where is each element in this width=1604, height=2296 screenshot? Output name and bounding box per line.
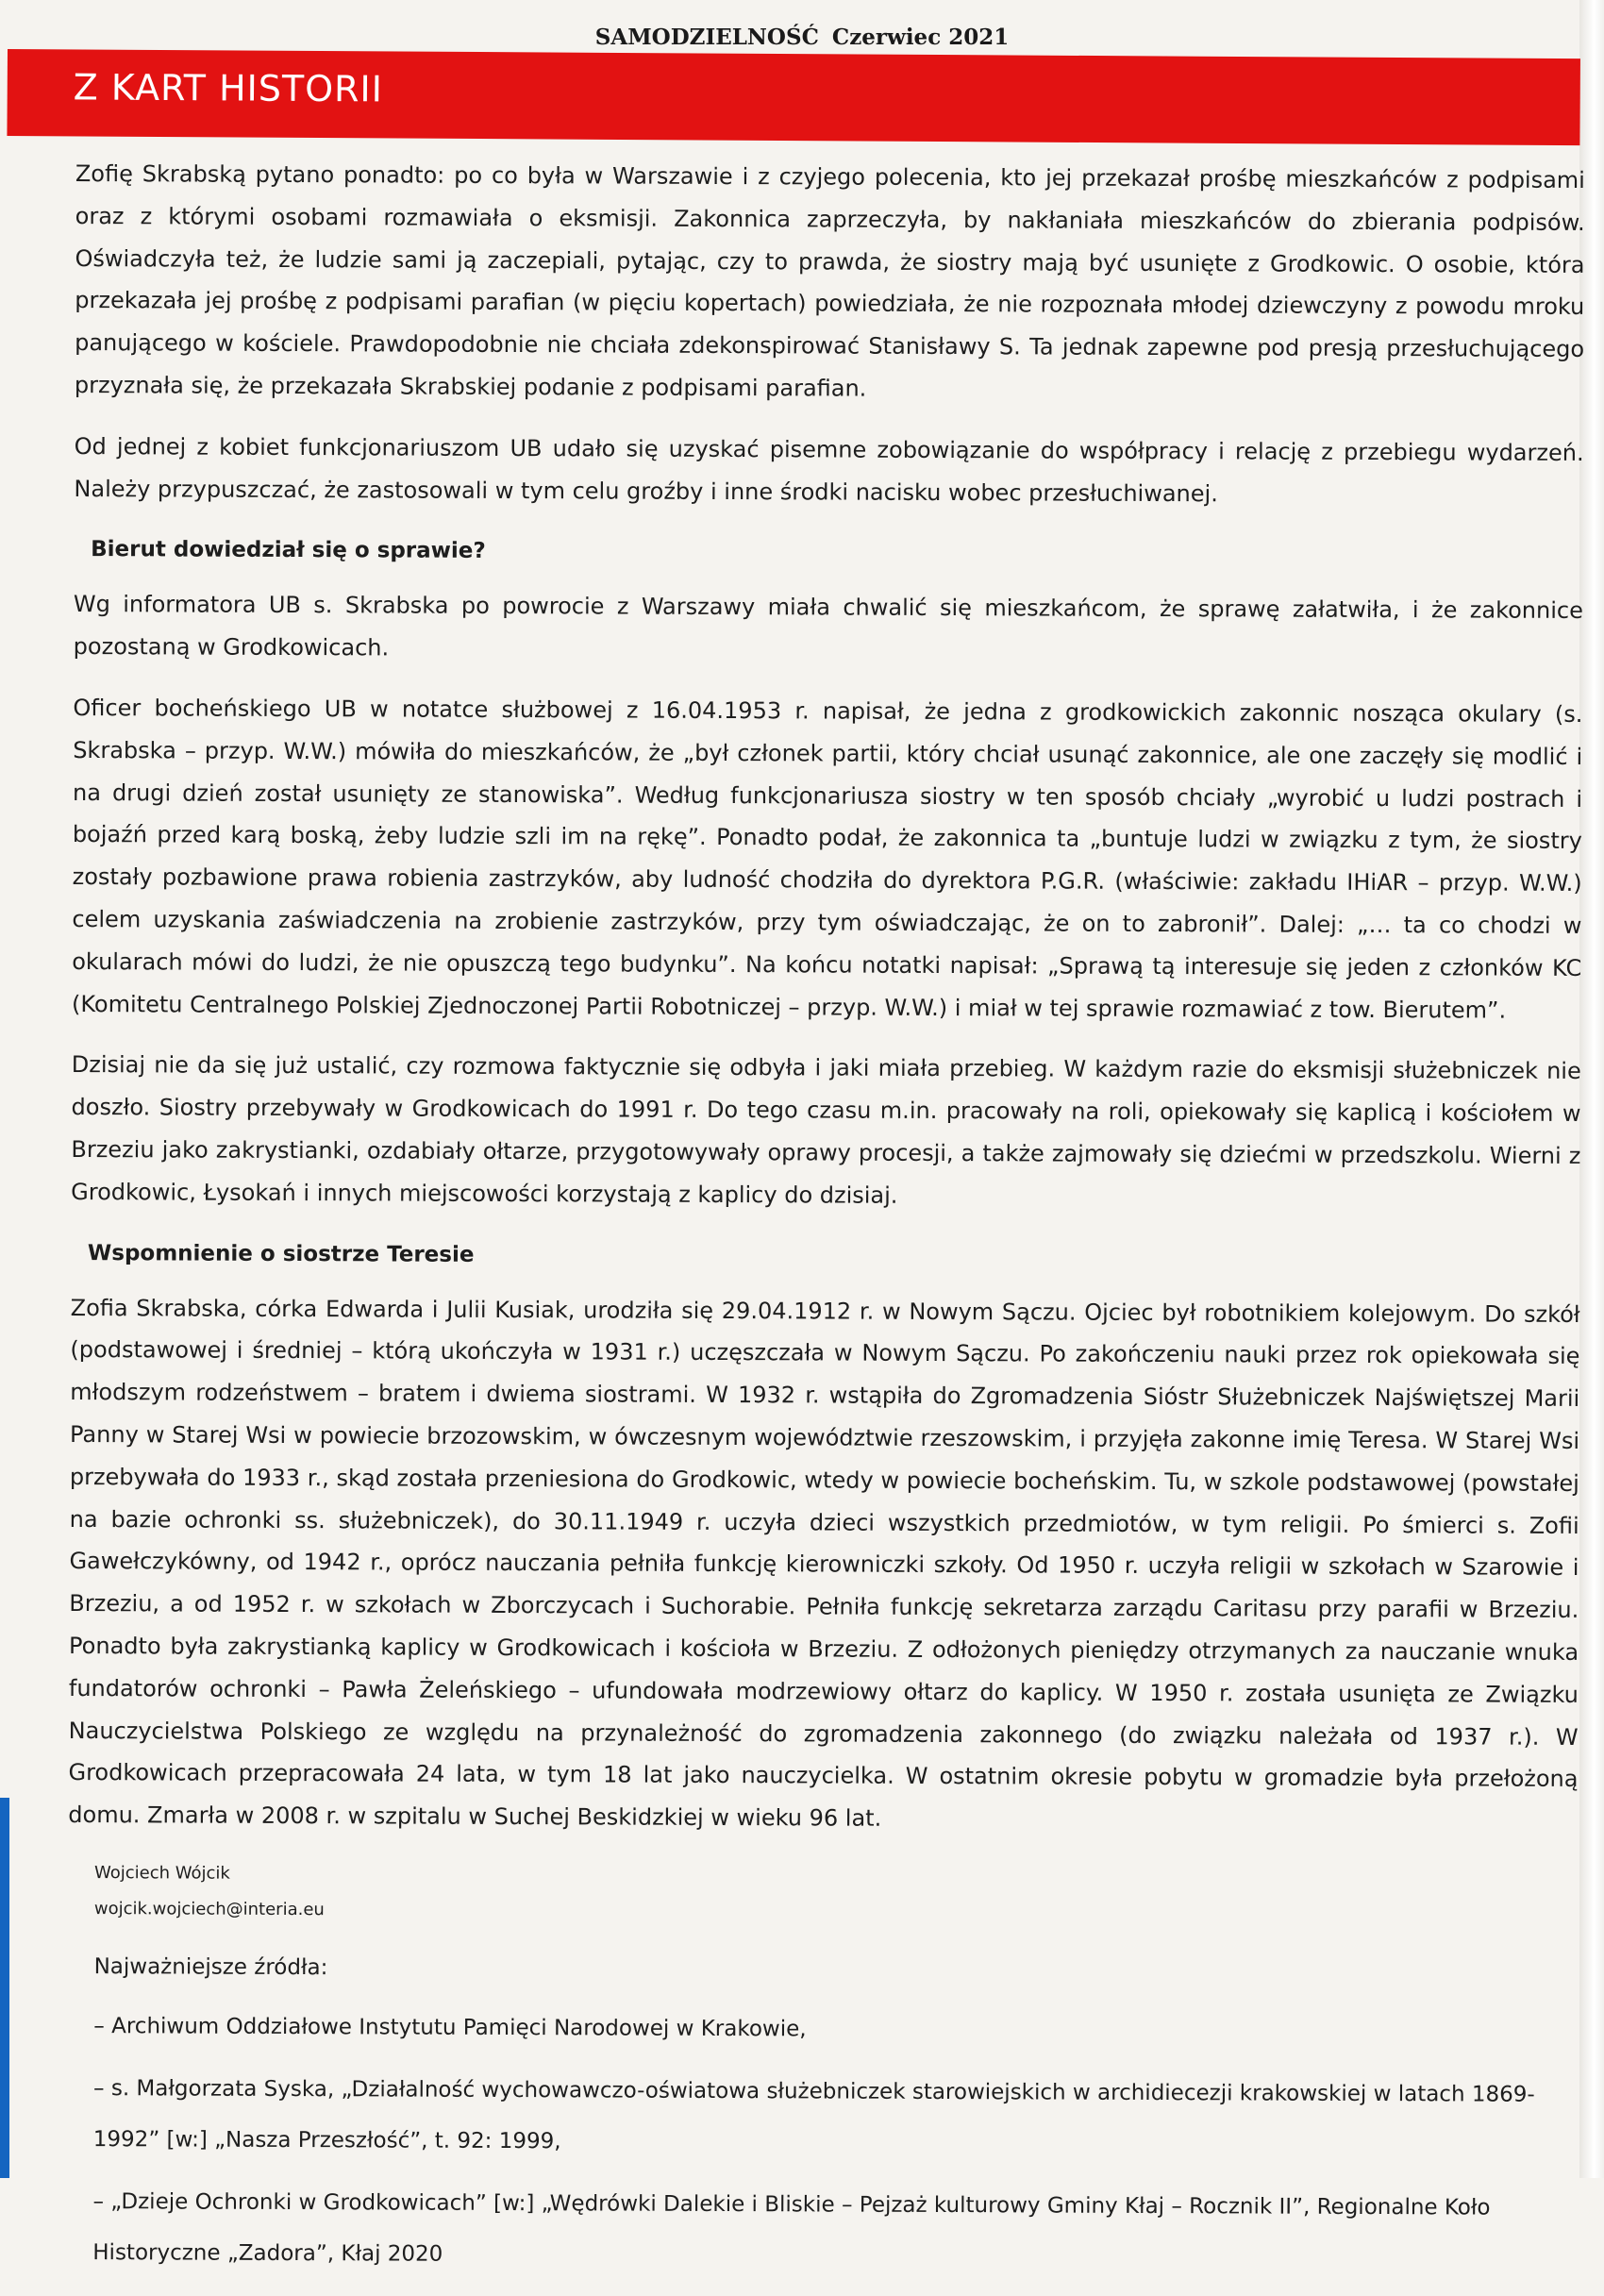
paragraph: Zofię Skrabską pytano ponadto: po co była w Warszawie i z czyjego polecenia, kto jej przekazał prośbę mieszkańców z podpisami oraz z którymi osobami rozmawiała o eksmisji. Zakonnica zaprzeczyła, by nakłaniała mieszkańców do zbierania podpisów. Oświadczyła też, że ludzie sami ją zaczepiali, pytając, czy to prawda, że siostry mają być usunięte z Grodkowic. O osobie, która przekazała jej prośbę z podpisami parafian (w pięciu kopertach) powiedziała, że nie rozpoznała młodej dziewczyny z powodu mroku panującego w kościele. Prawdopodobnie nie chciała zdekonspirować Stanisławy S. Ta jednak zapewne pod presją przesłuchującego przyznała się, że przekazała Skrabskiej podanie z podpisami parafian. (74, 159, 1585, 402)
page-header (0, 25, 1604, 50)
subheading: Bierut dowiedział się o sprawie? (91, 537, 486, 564)
subheading: Wspomnienie o siostrze Teresie (87, 1240, 475, 1267)
sources-heading: Najważniejsze źródła: (93, 1953, 328, 1981)
paragraph: Od jednej z kobiet funkcjonariuszom UB udało się uzyskać pisemne zobowiązanie do współpracy i relację z przebiegu wydarzeń. Należy przypuszczać, że zastosowali w tym celu groźby i inne środki nacisku wobec przesłuchiwanej. (74, 432, 1584, 507)
paragraph: Oficer bocheńskiego UB w notatce służbowej z 16.04.1953 r. napisał, że jedna z grodkowickich zakonnic nosząca okulary (s. Skrabska – przyp. W.W.) mówiła do mieszkańców, że „był członek partii, który chciał usunąć zakonnice, ale one zaczęły się modlić i na drugi dzień został usunięty ze stanowiska”. Według funkcjonariusza siostry w ten sposób chciały „wyrobić u ludzi postrach i bojaźń przed karą boską, żeby ludzie szli im na rękę”. Ponadto podał, że zakonnica ta „buntuje ludzi w związku z tym, że siostry zostały pozbawione prawa robienia zastrzyków, aby ludność chodziła do dyrektora P.G.R. (właściwie: zakładu IHiAR – przyp. W.W.) celem uzyskania zaświadczenia na zrobienie zastrzyków, przy tym oświadczając, że on to zabronił”. Dalej: „… ta co chodzi w okularach mówi do ludzi, że nie opuszczą tego budynku”. Na końcu notatki napisał: „Sprawą tą interesuje się jeden z członków KC (Komitetu Centralnego Polskiej Zjednoczonej Partii Robotniczej – przyp. W.W.) i miał w tej sprawie rozmawiać z tow. Bierutem”. (72, 694, 1583, 1024)
author-name: Wojciech Wójcik (94, 1862, 230, 1884)
paragraph: Dzisiaj nie da się już ustalić, czy rozmowa faktycznie się odbyła i jaki miała przebieg. W każdym razie do eksmisji służebniczek nie doszło. Siostry przebywały w Grodkowicach do 1991 r. Do tego czasu m.in. pracowały na roli, opiekowały się kaplicą i kościołem w Brzeziu jako zakrystianki, ozdabiały ołtarze, przygotowywały oprawy procesji, a także zajmowały się dziećmi w przedszkolu. Wierni z Grodkowic, Łysokań i innych miejscowości korzystają z kaplicy do dzisiaj. (71, 1051, 1581, 1209)
source-item: – s. Małgorzata Syska, „Działalność wychowawczo-oświatowa służebniczek starowiejskich w archidiecezji krakowskiej w latach 1869-1992” [w:] „Nasza Przeszłość”, t. 92: 1999, (92, 2075, 1535, 2154)
section-title: Z KART HISTORII (73, 66, 384, 110)
author-email: wojcik.wojciech@interia.eu (93, 1898, 325, 1920)
publication-name: SAMODZIELNOŚĆ (594, 25, 819, 50)
paragraph: Wg informatora UB s. Skrabska po powrocie z Warszawy miała chwalić się mieszkańcom, że sprawę załatwiła, i że zakonnice pozostaną w Grodkowicach. (73, 591, 1583, 662)
source-item: – Archiwum Oddziałowe Instytutu Pamięci Narodowej w Krakowie, (93, 2013, 807, 2042)
article-body (66, 153, 1585, 2296)
author-block (94, 1855, 1578, 1934)
section-banner (7, 49, 1580, 145)
paragraph: Zofia Skrabska, córka Edwarda i Julii Kusiak, urodziła się 29.04.1912 r. w Nowym Sączu. Ojciec był robotnikiem kolejowym. Do szkół (podstawowej i średniej – którą ukończyła w 1931 r.) uczęszczała w Nowym Sączu. Po zakończeniu nauki przez rok opiekowała się młodszym rodzeństwem – bratem i dwiema siostrami. W 1932 r. wstąpiła do Zgromadzenia Sióstr Służebniczek Najświętszej Marii Panny w Starej Wsi w powiecie brzozowskim, w ówczesnym województwie rzeszowskim, i przyjęła zakonne imię Teresa. W Starej Wsi przebywała do 1933 r., skąd została przeniesiona do Grodkowic, wtedy w powiecie bocheńskim. Tu, w szkole podstawowej (powstałej na bazie ochronki ss. służebniczek), do 30.11.1949 r. uczyła dzieci wszystkich przedmiotów, w tym religii. Po śmierci s. Zofii Gawełczykówny, od 1942 r., oprócz nauczania pełniła funkcję kierowniczki szkoły. Od 1950 r. uczyła religii w szkołach w Szarowie i Brzeziu, a od 1952 r. w szkołach w Zborczycach i Suchorabie. Pełniła funkcję sekretarza zarządu Caritasu przy parafii w Brzeziu. Ponadto była zakrystianką kaplicy w Grodkowicach i kościoła w Brzeziu. Z odłożonych pieniędzy otrzymanych za nauczanie wnuka fundatorów ochronki – Pawła Żeleńskiego – ufundowała modrzewiowy ołtarz do kaplicy. W 1950 r. została usunięta ze Związku Nauczycielstwa Polskiego ze względu na przynależność do zgromadzenia zakonnego (do związku należała od 1937 r.). W Grodkowicach przepracowała 24 lata, w tym 18 lat jako nauczycielka. W ostatnim okresie pobytu w gromadzie była przełożoną domu. Zmarła w 2008 r. w szpitalu w Suchej Beskidzkiej w wieku 96 lat. (68, 1294, 1580, 1832)
blue-side-bar (0, 1798, 9, 2178)
source-item: – „Dzieje Ochronki w Grodkowicach” [w:] „Wędrówki Dalekie i Bliskie – Pejzaż kulturowy Gminy Kłaj – Rocznik II”, Regionalne Koło Historyczne „Zadora”, Kłaj 2020 (92, 2188, 1491, 2267)
issue-date: Czerwiec 2021 (831, 25, 1010, 50)
